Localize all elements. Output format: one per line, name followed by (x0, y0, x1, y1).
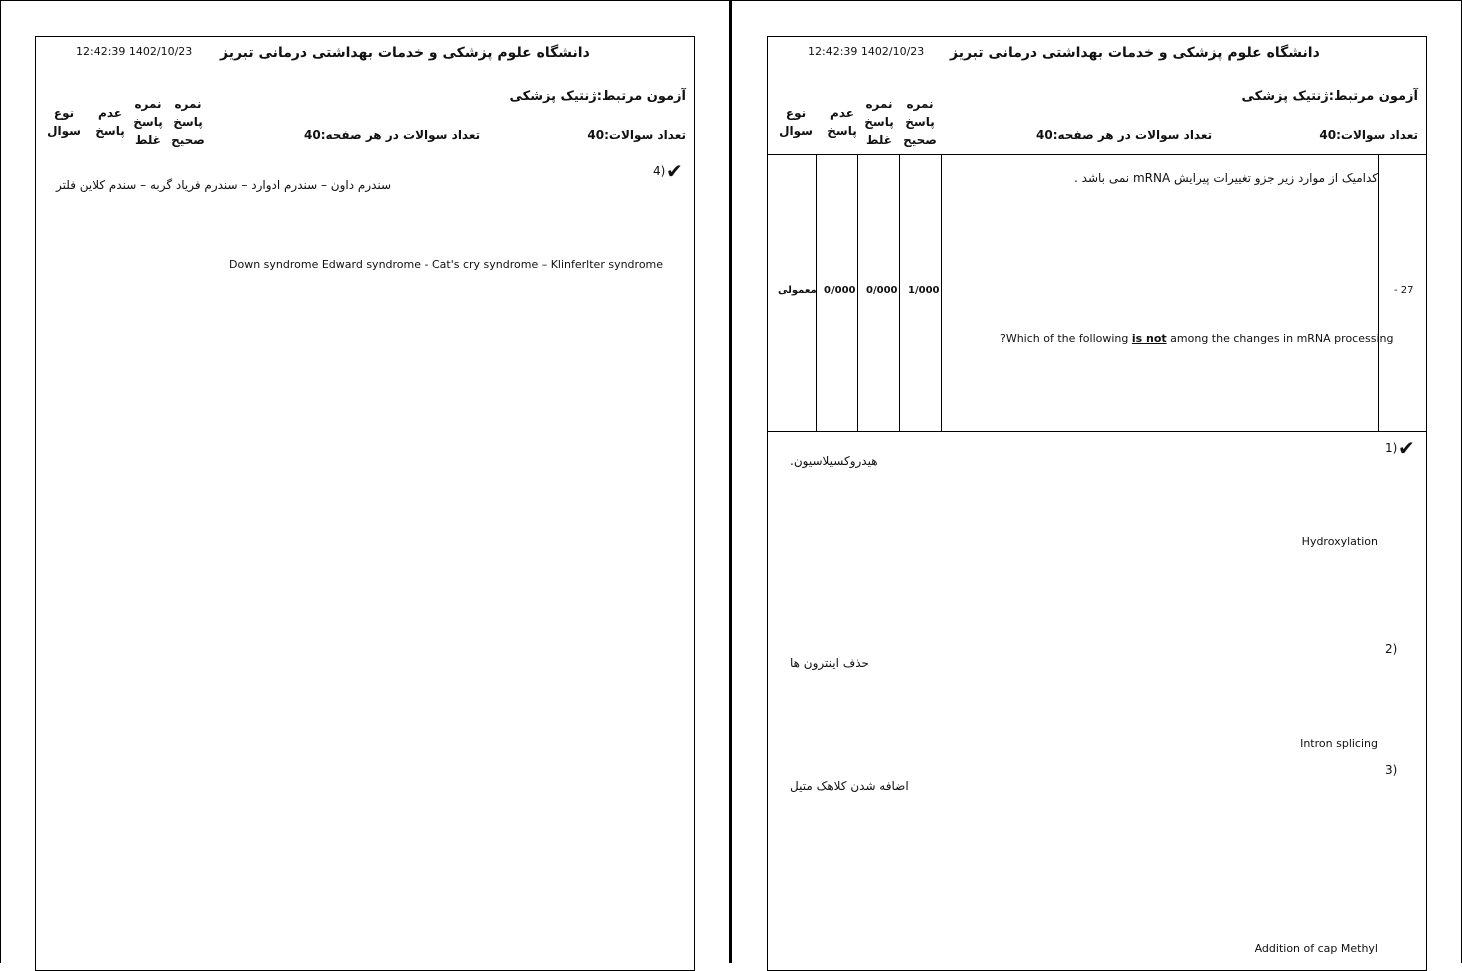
col-no-answer-line1: عدم (830, 106, 854, 120)
col-question-type-line2: سوال (47, 124, 81, 138)
col-correct-score-line1: نمره (906, 97, 934, 111)
col-no-answer-line1: عدم (98, 106, 122, 120)
col-wrong-score-line1: نمره (134, 97, 162, 111)
col-wrong-score-line3: غلط (866, 133, 892, 147)
col-no-answer-line2: پاسخ (827, 124, 857, 138)
correct-score-value: 1/000 (908, 285, 940, 296)
exam-name: آزمون مرتبط:ژنتیک پزشکی (509, 89, 686, 104)
sheet-left (35, 36, 695, 971)
option-text-en: Down syndrome Edward syndrome - Cat's cry syndrome – Klinferlter syndrome (229, 258, 664, 271)
col-no-answer (822, 104, 862, 140)
question-text-en-emphasis: is not (1131, 332, 1167, 345)
exam-name: آزمون مرتبط:ژنتیک پزشکی (1241, 89, 1418, 104)
question-number: 27 - (1394, 285, 1414, 296)
table-top-rule (768, 154, 1426, 155)
option-1-text-fa: هیدروکسیلاسیون. (790, 454, 878, 468)
col-wrong-score (859, 95, 899, 149)
col-wrong-score-line1: نمره (865, 97, 893, 111)
option-number: 4) (653, 164, 666, 178)
col-wrong-score-line3: غلط (135, 133, 161, 147)
table-col-rule (899, 154, 900, 431)
col-correct-score-line3: صحیح (171, 133, 205, 147)
col-correct-score-line1: نمره (174, 97, 202, 111)
col-no-answer (90, 104, 130, 140)
col-wrong-score-line2: پاسخ (864, 115, 894, 129)
option-3-number: 3) (1385, 763, 1398, 777)
option-2-number: 2) (1385, 642, 1398, 656)
col-correct-score-line3: صحیح (903, 133, 937, 147)
sheet-right (767, 36, 1427, 971)
question-count: تعداد سوالات:40 (587, 128, 686, 142)
col-wrong-score-line2: پاسخ (133, 115, 163, 129)
col-correct-score-line2: پاسخ (905, 115, 935, 129)
page-left-edge (0, 0, 1, 963)
option-text-fa: سندرم داون – سندرم ادوارد – سندرم فریاد گربه – سندم کلاین فلتر (56, 178, 392, 192)
questions-per-page: تعداد سوالات در هر صفحه:40 (304, 128, 481, 142)
col-no-answer-line2: پاسخ (95, 124, 125, 138)
table-col-rule (941, 154, 942, 431)
col-correct-score (900, 95, 940, 149)
questions-per-page: تعداد سوالات در هر صفحه:40 (1036, 128, 1213, 142)
question-text-en-start: ?Which of the following (1000, 332, 1129, 345)
table-col-rule (857, 154, 858, 431)
option-3-text-fa: اضافه شدن کلاهک متیل (790, 779, 909, 793)
page-divider (729, 0, 732, 963)
university-title: دانشگاه علوم پزشکی و خدمات بهداشتی درمانی تبریز (220, 45, 590, 61)
question-text-en (1000, 332, 1393, 345)
col-correct-score-line2: پاسخ (173, 115, 203, 129)
no-answer-score-value: 0/000 (824, 285, 856, 296)
question-text-en-end: among the changes in mRNA processing (1170, 332, 1394, 345)
col-question-type (776, 104, 816, 140)
university-title: دانشگاه علوم پزشکی و خدمات بهداشتی درمانی تبریز (950, 45, 1320, 61)
option-2-text-fa: حذف اینترون ها (790, 656, 869, 670)
col-correct-score (168, 95, 208, 149)
option-1-text-en: Hydroxylation (1301, 535, 1378, 548)
table-bottom-rule (768, 431, 1426, 432)
exam-datetime: 12:42:39 1402/10/23 (808, 45, 925, 58)
question-count: تعداد سوالات:40 (1319, 128, 1418, 142)
col-question-type-line2: سوال (779, 124, 813, 138)
exam-datetime: 12:42:39 1402/10/23 (76, 45, 193, 58)
checkmark-icon: ✔ (666, 159, 683, 183)
question-type-value: معمولی (778, 285, 817, 296)
col-question-type-line1: نوع (53, 106, 75, 120)
option-2-text-en: Intron splicing (1300, 737, 1378, 750)
question-text-fa: کدامیک از موارد زیر جزو تغییرات پیرایش mRNA نمی باشد . (1074, 171, 1378, 185)
wrong-score-value: 0/000 (866, 285, 898, 296)
option-3-text-en: Addition of cap Methyl (1254, 942, 1378, 955)
option-1-number: 1) (1385, 441, 1398, 455)
col-question-type (44, 104, 84, 140)
col-wrong-score (128, 95, 168, 149)
checkmark-icon: ✔ (1398, 436, 1415, 460)
table-col-rule (1378, 154, 1379, 431)
col-question-type-line1: نوع (785, 106, 807, 120)
